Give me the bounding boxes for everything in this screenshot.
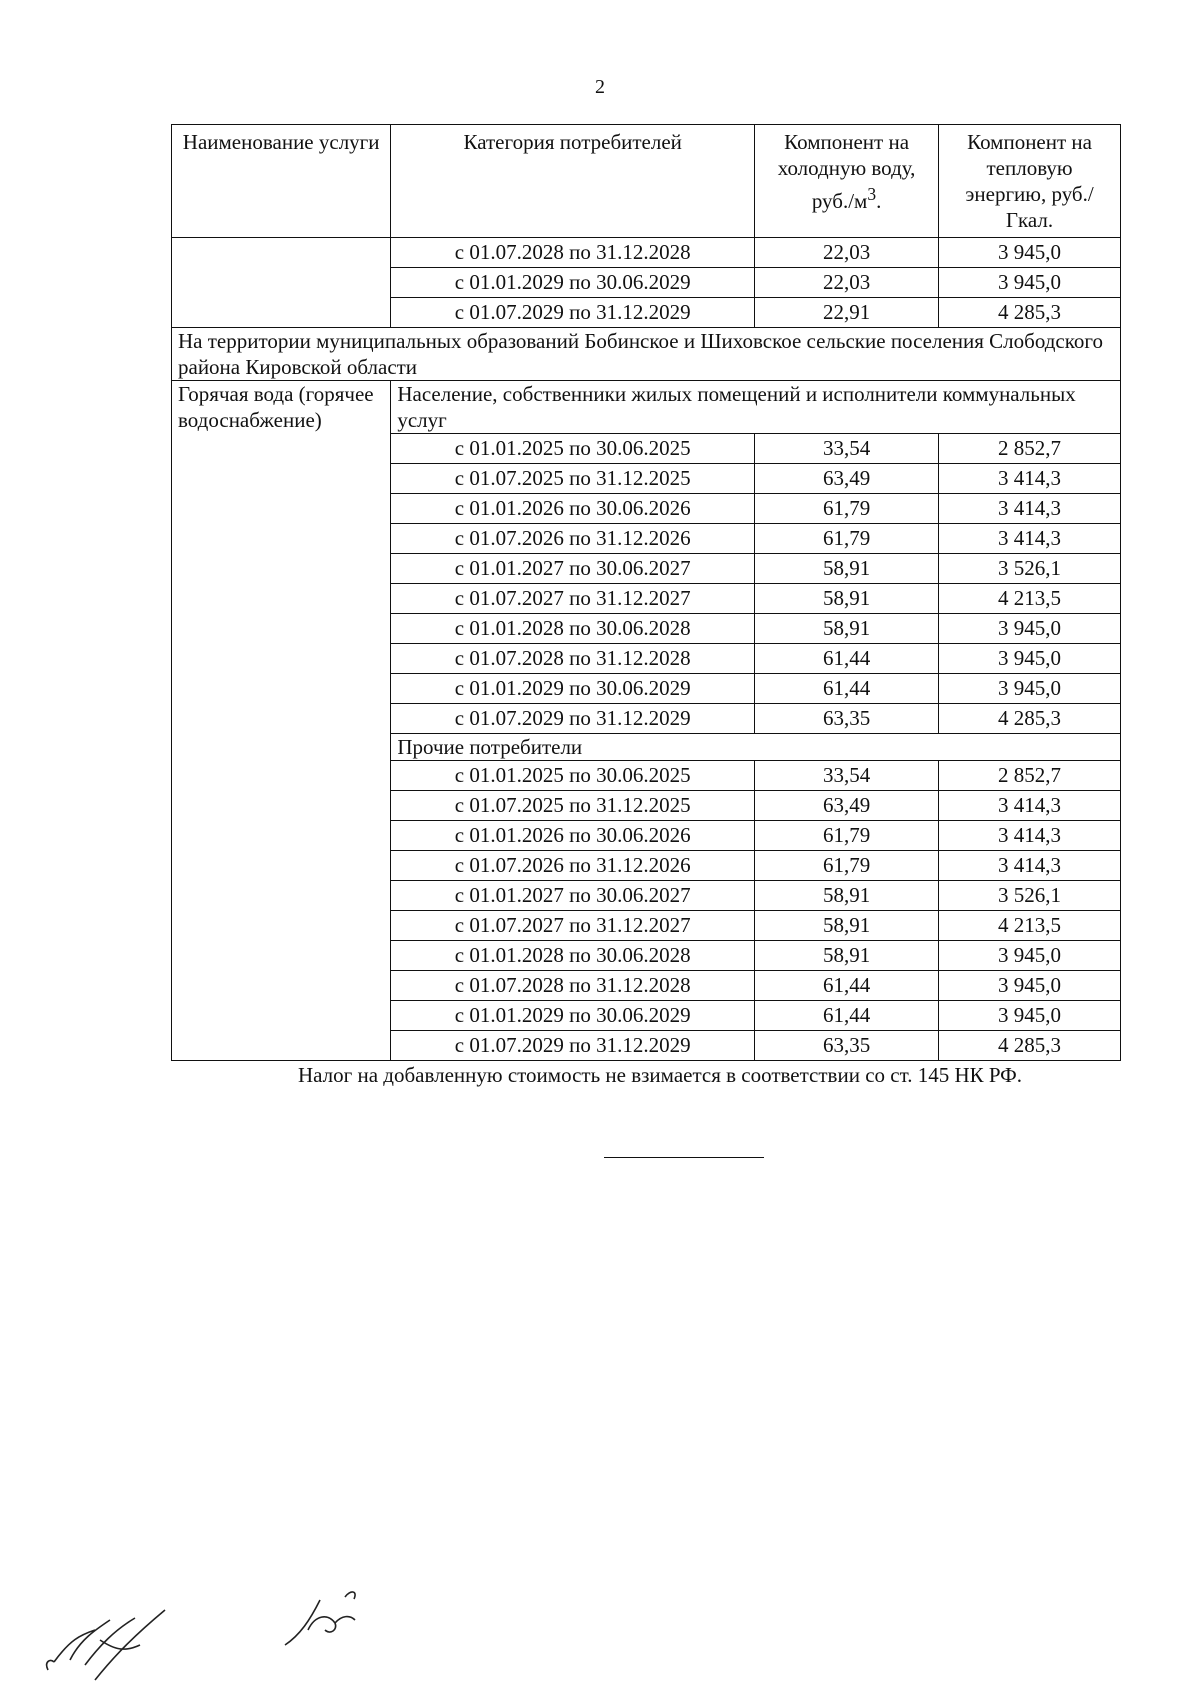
cold-water-cell: 63,49	[755, 791, 939, 821]
cold-water-cell: 58,91	[755, 584, 939, 614]
period-cell: с 01.07.2027 по 31.12.2027	[391, 584, 755, 614]
heat-cell: 4 285,3	[939, 298, 1121, 328]
cold-water-cell: 33,54	[755, 761, 939, 791]
cold-water-cell: 61,44	[755, 971, 939, 1001]
header-cold-water-text: Компонент на холодную воду, руб./м	[777, 130, 916, 213]
period-cell: с 01.01.2027 по 30.06.2027	[391, 881, 755, 911]
period-cell: с 01.07.2029 по 31.12.2029	[391, 704, 755, 734]
period-cell: с 01.07.2028 по 31.12.2028	[391, 238, 755, 268]
period-cell: с 01.01.2026 по 30.06.2026	[391, 494, 755, 524]
heat-cell: 3 945,0	[939, 268, 1121, 298]
period-cell: с 01.07.2025 по 31.12.2025	[391, 464, 755, 494]
group-title-other: Прочие потребители	[391, 734, 1121, 761]
service-name-cell: Горячая вода (горячее водоснабжение)	[172, 381, 391, 1061]
cold-water-cell: 58,91	[755, 881, 939, 911]
heat-cell: 2 852,7	[939, 434, 1121, 464]
handwritten-initials	[280, 1585, 370, 1655]
header-cold-water	[755, 125, 939, 238]
page-number: 2	[595, 76, 605, 98]
cold-water-cell: 58,91	[755, 941, 939, 971]
territory-row	[172, 328, 1121, 381]
cold-water-cell: 61,44	[755, 674, 939, 704]
period-cell: с 01.07.2029 по 31.12.2029	[391, 1031, 755, 1061]
cold-water-cell: 22,91	[755, 298, 939, 328]
period-cell: с 01.07.2025 по 31.12.2025	[391, 791, 755, 821]
heat-cell: 3 945,0	[939, 971, 1121, 1001]
group-title-population: Население, собственники жилых помещений и исполнители коммунальных услуг	[391, 381, 1121, 434]
header-category: Категория потребителей	[391, 125, 755, 238]
territory-cell: На территории муниципальных образований Бобинское и Шиховское сельские поселения Слободского района Кировской области	[172, 328, 1121, 381]
header-cold-water-sup: 3	[867, 184, 877, 204]
cold-water-cell: 61,44	[755, 1001, 939, 1031]
table-body	[172, 238, 1121, 1061]
period-cell: с 01.07.2027 по 31.12.2027	[391, 911, 755, 941]
header-cold-water-tail: .	[876, 189, 882, 213]
end-separator-line	[604, 1157, 764, 1158]
cold-water-cell: 61,79	[755, 494, 939, 524]
heat-cell: 3 945,0	[939, 238, 1121, 268]
heat-cell: 3 414,3	[939, 821, 1121, 851]
cold-water-cell: 61,79	[755, 851, 939, 881]
header-heat: Компонент на тепловую энергию, руб./Гкал.	[939, 125, 1121, 238]
period-cell: с 01.01.2025 по 30.06.2025	[391, 434, 755, 464]
service-cell-continued	[172, 238, 391, 328]
heat-cell: 4 285,3	[939, 704, 1121, 734]
period-cell: с 01.07.2028 по 31.12.2028	[391, 644, 755, 674]
cold-water-cell: 63,35	[755, 704, 939, 734]
cold-water-cell: 61,44	[755, 644, 939, 674]
heat-cell: 3 414,3	[939, 791, 1121, 821]
cold-water-cell: 63,35	[755, 1031, 939, 1061]
cold-water-cell: 58,91	[755, 614, 939, 644]
heat-cell: 4 285,3	[939, 1031, 1121, 1061]
heat-cell: 3 945,0	[939, 941, 1121, 971]
table-header-row	[172, 125, 1121, 238]
period-cell: с 01.07.2026 по 31.12.2026	[391, 524, 755, 554]
period-cell: с 01.01.2029 по 30.06.2029	[391, 1001, 755, 1031]
period-cell: с 01.01.2029 по 30.06.2029	[391, 268, 755, 298]
period-cell: с 01.07.2029 по 31.12.2029	[391, 298, 755, 328]
heat-cell: 4 213,5	[939, 584, 1121, 614]
heat-cell: 3 945,0	[939, 614, 1121, 644]
tariff-table	[171, 124, 1121, 1061]
heat-cell: 3 526,1	[939, 554, 1121, 584]
cold-water-cell: 22,03	[755, 268, 939, 298]
heat-cell: 3 945,0	[939, 644, 1121, 674]
cold-water-cell: 33,54	[755, 434, 939, 464]
group-title-row	[172, 381, 1121, 434]
cold-water-cell: 63,49	[755, 464, 939, 494]
cold-water-cell: 61,79	[755, 524, 939, 554]
table-row	[172, 238, 1121, 268]
period-cell: с 01.01.2026 по 30.06.2026	[391, 821, 755, 851]
heat-cell: 3 414,3	[939, 494, 1121, 524]
period-cell: с 01.01.2025 по 30.06.2025	[391, 761, 755, 791]
heat-cell: 3 414,3	[939, 851, 1121, 881]
period-cell: с 01.07.2028 по 31.12.2028	[391, 971, 755, 1001]
period-cell: с 01.01.2029 по 30.06.2029	[391, 674, 755, 704]
period-cell: с 01.01.2027 по 30.06.2027	[391, 554, 755, 584]
cold-water-cell: 58,91	[755, 554, 939, 584]
header-service: Наименование услуги	[172, 125, 391, 238]
heat-cell: 3 945,0	[939, 1001, 1121, 1031]
heat-cell: 4 213,5	[939, 911, 1121, 941]
heat-cell: 3 414,3	[939, 524, 1121, 554]
heat-cell: 3 526,1	[939, 881, 1121, 911]
heat-cell: 3 414,3	[939, 464, 1121, 494]
cold-water-cell: 58,91	[755, 911, 939, 941]
period-cell: с 01.01.2028 по 30.06.2028	[391, 614, 755, 644]
heat-cell: 2 852,7	[939, 761, 1121, 791]
period-cell: с 01.07.2026 по 31.12.2026	[391, 851, 755, 881]
cold-water-cell: 61,79	[755, 821, 939, 851]
heat-cell: 3 945,0	[939, 674, 1121, 704]
handwritten-signature	[40, 1600, 180, 1685]
cold-water-cell: 22,03	[755, 238, 939, 268]
vat-note: Налог на добавленную стоимость не взимается в соответствии со ст. 145 НК РФ.	[297, 1063, 1023, 1087]
period-cell: с 01.01.2028 по 30.06.2028	[391, 941, 755, 971]
